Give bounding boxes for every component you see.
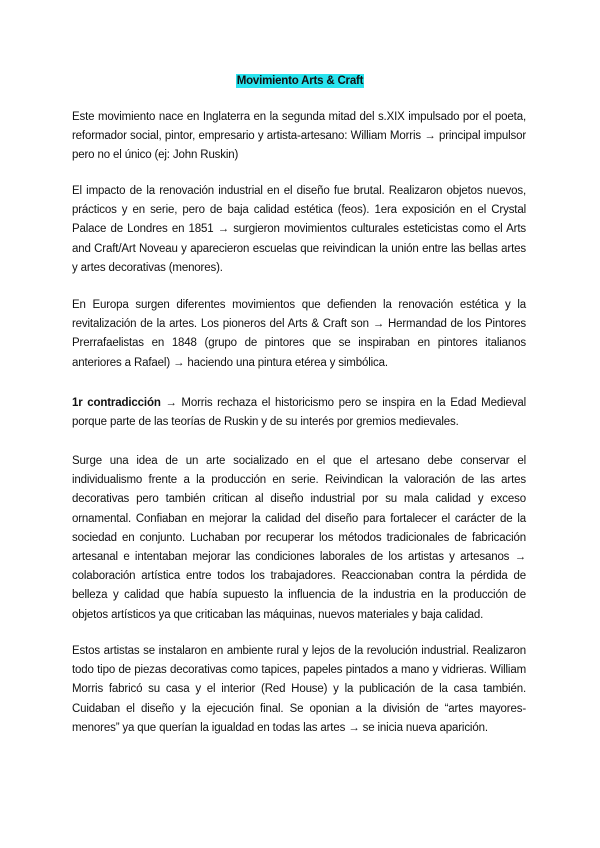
title-container — [0, 71, 600, 89]
contradiction-label: 1r contradicción — [72, 397, 161, 409]
paragraph-contradiction — [72, 394, 526, 432]
contradiction-text: → Morris rechaza el historicismo pero se inspira en la Edad Medieval porque parte de las teorías de Ruskin y de su interés por gremios medievales. — [72, 397, 526, 429]
document-title: Movimiento Arts & Craft — [236, 75, 364, 87]
paragraph-europe-movements: En Europa surgen diferentes movimientos que defienden la renovación estética y la revitalización de la artes. Los pioneros del Arts & Craft son → Hermandad de los Pintores Prerrafaelistas en 1848 (grupo de pintores que se inspiraban en pintores italianos anteriores a Rafael) → haciendo una pintura etérea y simbólica. — [72, 299, 526, 369]
paragraph-industrial-impact: El impacto de la renovación industrial en el diseño fue brutal. Realizaron objetos nuevos, prácticos y en serie, pero de baja calidad estética (feos). 1era exposición en el Crystal Palace de Londres en 1851 → surgieron movimientos culturales esteticistas como el Arts and Craft/Art Noveau y aparecieron escuelas que reivindican la unión entre las bellas artes y artes decorativas (menores). — [72, 185, 526, 274]
paragraph-origin: Este movimiento nace en Inglaterra en la segunda mitad del s.XIX impulsado por el poeta, reformador social, pintor, empresario y artista-artesano: William Morris → principal impulsor pero no el único (ej: John Ruskin) — [72, 111, 526, 162]
paragraph-rural-artists: Estos artistas se instalaron en ambiente rural y lejos de la revolución industrial. Realizaron todo tipo de piezas decorativas como tapices, papeles pintados a mano y vidrieras. William Morris fabricó su casa y el interior (Red House) y la publicación de la casa también. Cuidaban el diseño y la ejecución final. Se oponian a la división de “artes mayores-menores” ya que querían la igualdad en todas las artes → se inicia nueva aparición. — [72, 645, 526, 734]
paragraph-socialized-art: Surge una idea de un arte socializado en el que el artesano debe conservar el individualismo frente a la producción en serie. Reivindican la valoración de las artes decorativas pero también critican al diseño industrial por su mala calidad y exceso ornamental. Confiaban en mejorar la calidad del diseño para fortalecer el carácter de la sociedad en conjunto. Luchaban por recuperar los métodos tradicionales de fabricación artesanal e intentaban mejorar las condiciones laborales de los artistas y artesanos → colaboración artística entre todos los trabajadores. Reaccionaban contra la pérdida de belleza y calidad que había supuesto la influencia de la industria en la producción de objetos artísticos ya que criticaban las máquinas, nuevos materiales y baja calidad. — [72, 455, 526, 621]
